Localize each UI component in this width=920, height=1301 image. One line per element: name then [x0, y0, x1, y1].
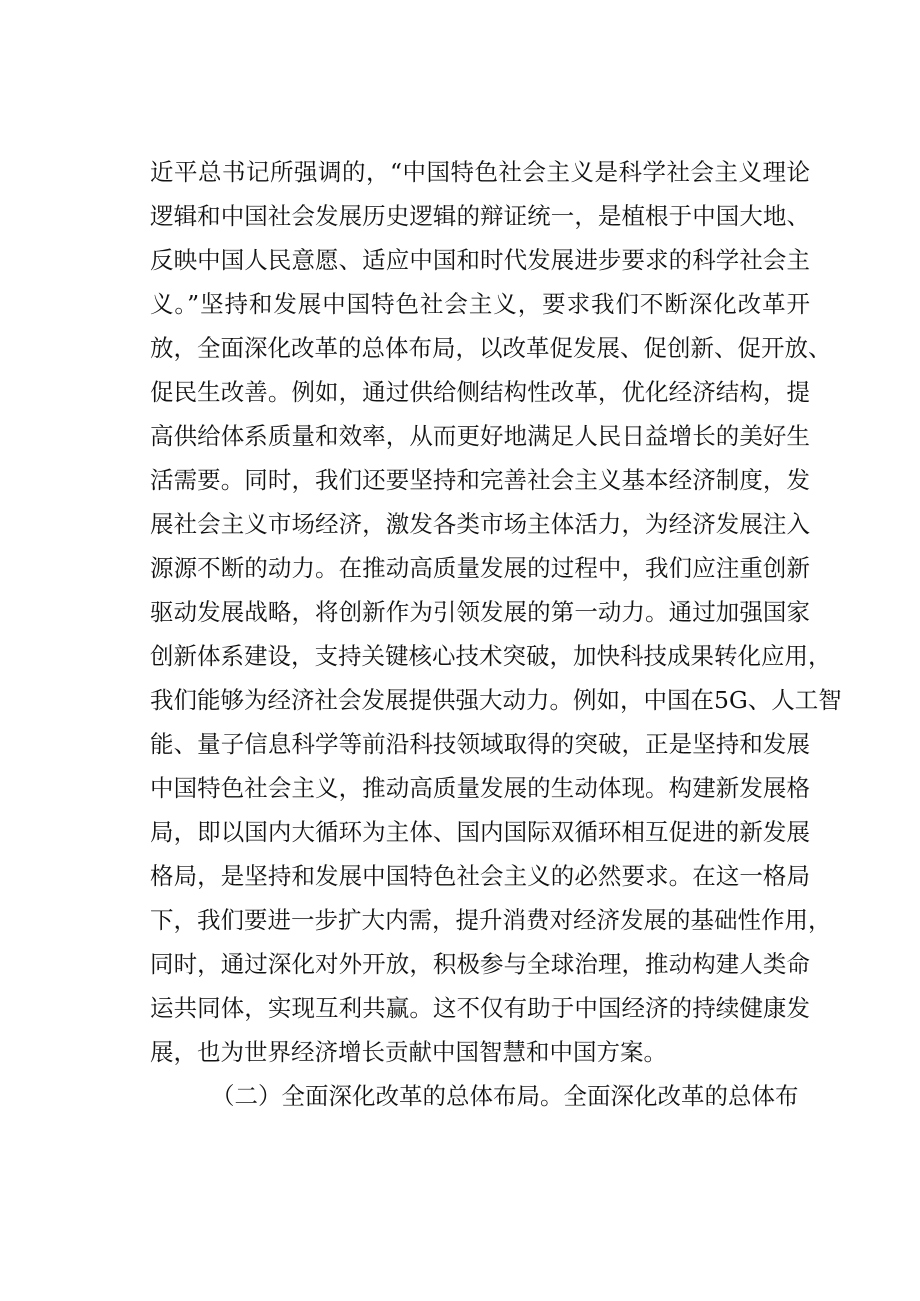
body-text-line-17: 格局，是坚持和发展中国特色社会主义的必然要求。在这一格局 [150, 862, 810, 890]
body-text-line-10: 源源不断的动力。在推动高质量发展的过程中，我们应注重创新 [150, 554, 810, 582]
body-text-line-14: 能、量子信息科学等前沿科技领域取得的突破，正是坚持和发展 [150, 730, 810, 758]
body-text-line-5: 放，全面深化改革的总体布局，以改革促发展、促创新、促开放、 [150, 334, 832, 362]
body-text-line-15: 中国特色社会主义，推动高质量发展的生动体现。构建新发展格 [150, 774, 810, 802]
body-text-line-1: 近平总书记所强调的，“中国特色社会主义是科学社会主义理论 [150, 158, 810, 186]
body-text-line-21: 展，也为世界经济增长贡献中国智慧和中国方案。 [150, 1038, 667, 1066]
section-heading-line: （二）全面深化改革的总体布局。全面深化改革的总体布 [211, 1082, 799, 1110]
body-text-line-13: 我们能够为经济社会发展提供强大动力。例如，中国在5G、人工智 [150, 686, 842, 714]
body-text-line-3: 反映中国人民意愿、适应中国和时代发展进步要求的科学社会主 [150, 246, 810, 274]
body-text-line-8: 活需要。同时，我们还要坚持和完善社会主义基本经济制度，发 [150, 466, 810, 494]
body-text-line-4: 义。”坚持和发展中国特色社会主义，要求我们不断深化改革开 [150, 290, 810, 318]
body-text-line-19: 同时，通过深化对外开放，积极参与全球治理，推动构建人类命 [150, 950, 810, 978]
body-text-line-11: 驱动发展战略，将创新作为引领发展的第一动力。通过加强国家 [150, 598, 810, 626]
body-text-line-20: 运共同体，实现互利共赢。这不仅有助于中国经济的持续健康发 [150, 994, 810, 1022]
body-text-line-6: 促民生改善。例如，通过供给侧结构性改革，优化经济结构，提 [150, 378, 810, 406]
body-text-line-16: 局，即以国内大循环为主体、国内国际双循环相互促进的新发展 [150, 818, 810, 846]
body-text-line-9: 展社会主义市场经济，激发各类市场主体活力，为经济发展注入 [150, 510, 810, 538]
body-text-line-7: 高供给体系质量和效率，从而更好地满足人民日益增长的美好生 [150, 422, 810, 450]
body-text-line-18: 下，我们要进一步扩大内需，提升消费对经济发展的基础性作用， [150, 906, 832, 934]
body-text-line-12: 创新体系建设，支持关键核心技术突破，加快科技成果转化应用， [150, 642, 832, 670]
body-text-line-2: 逻辑和中国社会发展历史逻辑的辩证统一，是植根于中国大地、 [150, 202, 810, 230]
